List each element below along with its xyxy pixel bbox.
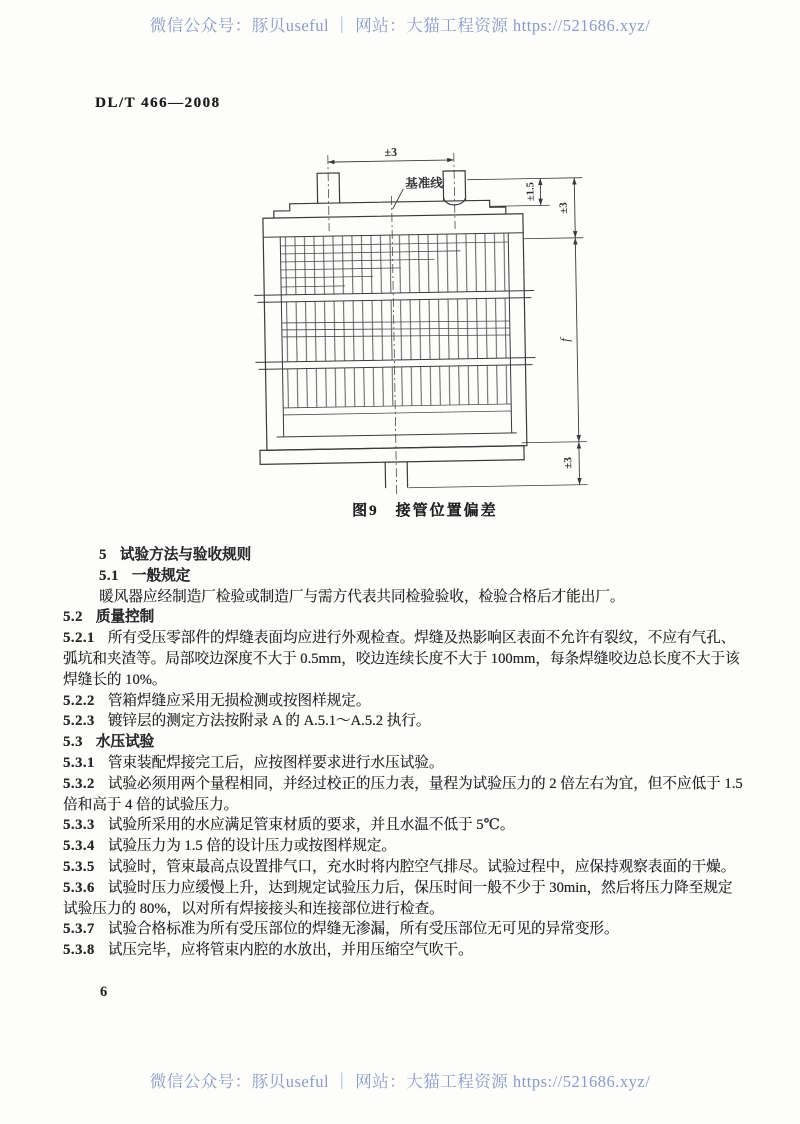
dim-label-right-lower: ±3 xyxy=(562,457,575,469)
datum-line-label: 基准线 xyxy=(405,176,443,191)
clause-paragraph: 5.2.1 所有受压零部件的焊缝表面均应进行外观检查。焊缝及热影响区表面不允许有裂纹，不应有气孔、弧坑和夹渣等。局部咬边深度不大于 0.5mm，咬边连续长度不大于 100mm，每条焊缝咬边总长度不大于该焊缝长的 10%。 xyxy=(63,630,740,688)
figure-9-drawing xyxy=(140,138,610,508)
dim-label-span-f: f xyxy=(557,338,573,342)
bottom-flange xyxy=(260,446,524,465)
page-number: 6 xyxy=(100,984,108,1000)
clause-text-block xyxy=(63,545,743,961)
clause-heading: 5.2 质量控制 xyxy=(63,609,155,626)
dimension-top xyxy=(328,160,454,162)
clause-paragraph: 5.3.8 试压完毕，应将管束内腔的水放出，并用压缩空气吹干。 xyxy=(63,942,473,959)
clause-paragraph: 5.2.2 管箱焊缝应采用无损检测或按图样规定。 xyxy=(63,692,371,709)
clause-paragraph: 5.3.3 试验所采用的水应满足管束材质的要求，并且水温不低于 5℃。 xyxy=(63,817,515,834)
watermark-footer: 微信公众号：豚贝useful ｜ 网站：大猫工程资源 https://521686.xyz/ xyxy=(149,1072,651,1091)
dimension-lines-right xyxy=(540,178,579,486)
dim-label-top: ±3 xyxy=(384,144,398,160)
dim-label-right-inner: ±1.5 xyxy=(525,182,537,202)
pipe-position-deviation-diagram xyxy=(140,138,610,508)
clause-heading: 5.3 水压试验 xyxy=(63,734,155,751)
watermark-header: 微信公众号：豚贝useful ｜ 网站：大猫工程资源 https://521686.xyz/ xyxy=(149,16,651,35)
dim-label-right-upper: ±3 xyxy=(557,202,570,214)
datum-leader-line xyxy=(392,189,403,209)
clause-paragraph: 5.2.3 镀锌层的测定方法按附录 A 的 A.5.1～A.5.2 执行。 xyxy=(63,713,431,730)
standard-code: DL/T 466—2008 xyxy=(95,95,221,111)
clause-heading: 5.1 一般规定 xyxy=(99,567,191,584)
clause-paragraph: 5.3.6 试验时压力应缓慢上升，达到规定试验压力后，保压时间一般不少于 30min，然后将压力降至规定试验压力的 80%，以对所有焊接接头和连接部位进行检查。 xyxy=(63,879,733,917)
tube-band-3 xyxy=(283,365,512,408)
clause-paragraph: 5.3.4 试验压力为 1.5 倍的设计压力或按图样规定。 xyxy=(63,838,396,855)
top-cover-plate xyxy=(274,200,506,218)
clause-paragraph: 5.3.7 试验合格标准为所有受压部位的焊缝无渗漏，所有受压部位无可见的异常变形。 xyxy=(63,921,619,938)
clause-heading: 5 试验方法与验收规则 xyxy=(99,547,252,563)
figure-caption: 图9 接管位置偏差 xyxy=(352,503,498,519)
clause-paragraph: 5.3.1 管束装配焊接完工后，应按图样要求进行水压试验。 xyxy=(63,754,444,771)
clause-paragraph: 暖风器应经制造厂检验或制造厂与需方代表共同检验验收，检验合格后才能出厂。 xyxy=(99,588,625,605)
clause-paragraph: 5.3.2 试验必须用两个量程相同，并经过校正的压力表，量程为试验压力的 2 倍左右为宜，但不应低于 1.5 倍和高于 4 倍的试验压力。 xyxy=(63,775,743,813)
clause-paragraph: 5.3.5 试验时，管束最高点设置排气口，充水时将内腔空气排尽。试验过程中，应保持观察表面的干燥。 xyxy=(63,858,736,875)
